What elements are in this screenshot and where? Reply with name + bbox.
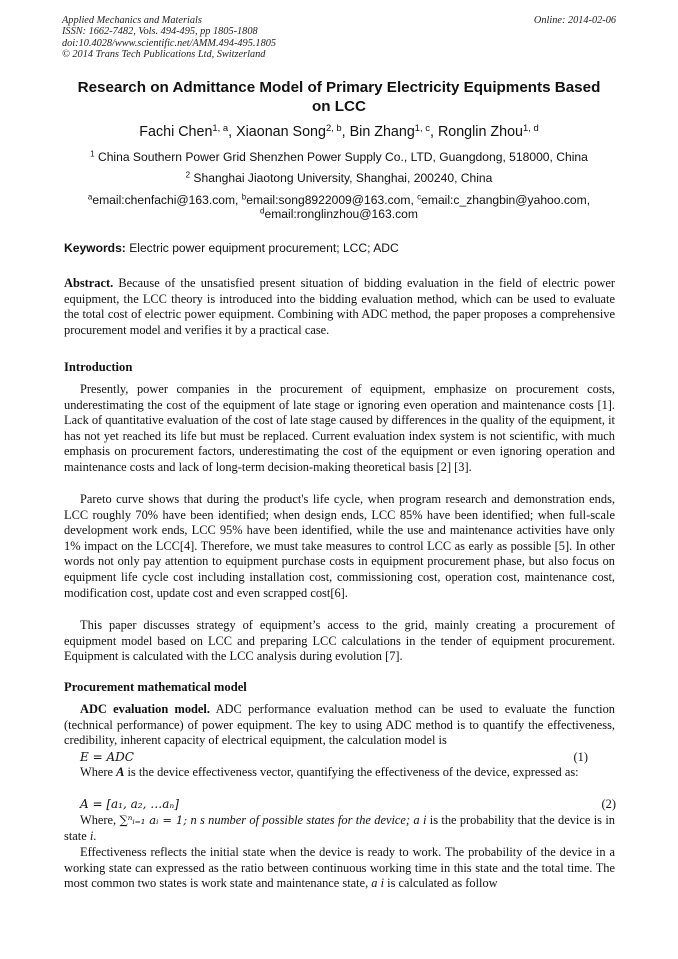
equation-1-formula: E = ADC — [80, 750, 134, 764]
author-name: Xiaonan Song — [236, 124, 326, 140]
affiliation-text: China Southern Power Grid Shenzhen Power Supply Co., LTD, Guangdong, 518000, China — [97, 150, 588, 164]
keywords — [64, 241, 616, 255]
affiliation-sup: 1 — [90, 149, 95, 159]
effectiveness-text: Effectiveness reflects the initial state when the device is ready to work. The probability of the device in a working state can expressed as the ratio between continuous working time in this state and the total time. The most common two states is work state and maintenance state, — [64, 845, 615, 891]
affiliation-1 — [60, 150, 618, 164]
intro-paragraph-1: Presently, power companies in the procurement of equipment, emphasize on procurement costs, underestimating the cost of the equipment of late stage or ignoring even operation and maintenance costs [1]. Lack of quantitative evaluation of the cost of late stage caused by differences in the quality of the equipment, it has not yet reached its life but must be replaced. Current evaluation index system is not scientific, with much emphasis on procurement factors, underestimating the cost of the equipment or even ignoring operation and maintenance costs and lack of long-term decision-making theoretical basis [2] [3]. — [64, 382, 615, 474]
equation-2-formula: A = [a₁, a₂, …aₙ] — [80, 797, 179, 811]
online-date: Online: 2014-02-06 — [533, 15, 616, 26]
abstract-label: Abstract. — [64, 276, 114, 290]
copyright-line: © 2014 Trans Tech Publications Ltd, Switzerland — [62, 49, 266, 61]
affiliation-2 — [60, 171, 618, 185]
paper-title — [60, 79, 618, 116]
where-sum-prefix: Where, — [80, 813, 120, 827]
email-address[interactable]: email:c_zhangbin@yahoo.com, — [421, 193, 591, 207]
intro-paragraph-2: Pareto curve shows that during the product's life cycle, when program research and demonstration ends, LCC roughly 70% have been identified; when design ends, LCC 85% have been identified; when full-scale development work ends, LCC 95% have been identified, while the use and maintenance activities have only 1% impact on the LCC[4]. Therefore, we must take measures to control LCC as early as possible [5]. In other words not only pay attention to equipment purchase costs in equipment procurement phase, but also focus on equipment life cycle cost including installation cost, commissioning cost, operation cost, maintenance cost, modification cost, update cost and even scrapped cost[6]. — [64, 492, 615, 600]
effectiveness-end: is calculated as follow — [387, 876, 498, 891]
section-heading-model: Procurement mathematical model — [64, 680, 247, 694]
author-sup: 1, a — [212, 121, 229, 133]
doi-line[interactable]: doi:10.4028/www.scientific.net/AMM.494-495.1805 — [62, 37, 277, 49]
email-sup: d — [260, 206, 265, 216]
adc-label: ADC evaluation model. — [80, 702, 210, 716]
author-name: Bin Zhang — [349, 124, 415, 140]
email-address[interactable]: email:chenfachi@163.com, — [92, 193, 242, 207]
title-line-2: on LCC — [312, 97, 366, 115]
section-heading-introduction: Introduction — [64, 360, 133, 374]
where-a-text: is the device effectiveness vector, quantifying the effectiveness of the device, expressed as: — [124, 765, 579, 779]
adc-text: ADC performance evaluation method can be used to evaluate the function (technical performance) of power equipment. The key to using ADC method is to quantify the effectiveness, credibility, inherent capacity of electrical equipment, the calculation model is — [64, 702, 616, 748]
affiliation-text: Shanghai Jiaotong University, Shanghai, 200240, China — [193, 171, 493, 185]
where-a-prefix: Where — [80, 765, 117, 779]
keywords-label: Keywords: — [64, 241, 126, 255]
email-address[interactable]: email:ronglinzhou@163.com — [264, 207, 418, 221]
variable-a: A — [116, 765, 125, 779]
issn-line: ISSN: 1662-7482, Vols. 494-495, pp 1805-1808 — [62, 26, 258, 38]
abstract — [64, 276, 615, 338]
author-name: Ronglin Zhou — [437, 124, 523, 140]
ai-variable: a i — [371, 876, 385, 891]
effectiveness-paragraph — [64, 845, 615, 892]
author-name: Fachi Chen — [139, 124, 213, 140]
email-address[interactable]: email:song8922009@163.com, — [246, 193, 418, 207]
author-sup: 2, b — [325, 121, 342, 133]
state-variable-i: i — [89, 828, 94, 843]
title-line-1: Research on Admittance Model of Primary Electricity Equipments Based — [77, 79, 601, 96]
where-sum-paragraph — [64, 813, 615, 844]
journal-header — [62, 15, 616, 61]
adc-paragraph — [64, 702, 615, 749]
email-sup: a — [87, 192, 93, 202]
email-sup: c — [417, 192, 422, 202]
affiliation-sup: 2 — [185, 170, 191, 180]
equation-2 — [80, 797, 616, 811]
n-variable-text: n s number of possible states for the device; — [190, 813, 414, 827]
intro-paragraph-3: This paper discusses strategy of equipment’s access to the grid, mainly creating a procurement of equipment model based on LCC and preparing LCC calculations in the tender of equipment procurement. Equipment is calculated with the LCC analysis during evolution [7]. — [64, 618, 615, 664]
keywords-text: Electric power equipment procurement; LCC; ADC — [129, 241, 399, 255]
author-list: Fachi Chen$^{1, a}$, Xiaonan Song$^{2, b}$, Bin Zhang$^{1, c}$, Ronglin Zhou$^{1, d}$ — [139, 121, 539, 140]
equation-1 — [80, 750, 602, 764]
equation-1-number: (1) — [573, 750, 588, 764]
abstract-text: Because of the unsatisfied present situation of bidding evaluation in the field of electric power equipment, the LCC theory is introduced into the bidding evaluation method, which can be used to evaluate the total cost of electric power equipment. Combining with ADC method, the paper proposes a comprehensive procurement model and verifies it by a practical case. — [64, 276, 615, 337]
ai-variable: a i — [413, 813, 427, 827]
journal-name: Applied Mechanics and Materials — [62, 15, 202, 26]
equation-2-number: (2) — [601, 797, 616, 811]
where-sum-text: is the probability that the device is in state — [64, 813, 615, 843]
where-a-paragraph — [64, 765, 615, 781]
where-sum-end: . — [93, 828, 97, 843]
sum-formula: ∑ⁿᵢ₌₁ aᵢ = 1; — [119, 813, 188, 827]
email-list — [60, 193, 618, 221]
email-sup: b — [241, 192, 247, 202]
author-sup: 1, d — [522, 121, 539, 133]
author-sup: 1, c — [414, 121, 430, 133]
